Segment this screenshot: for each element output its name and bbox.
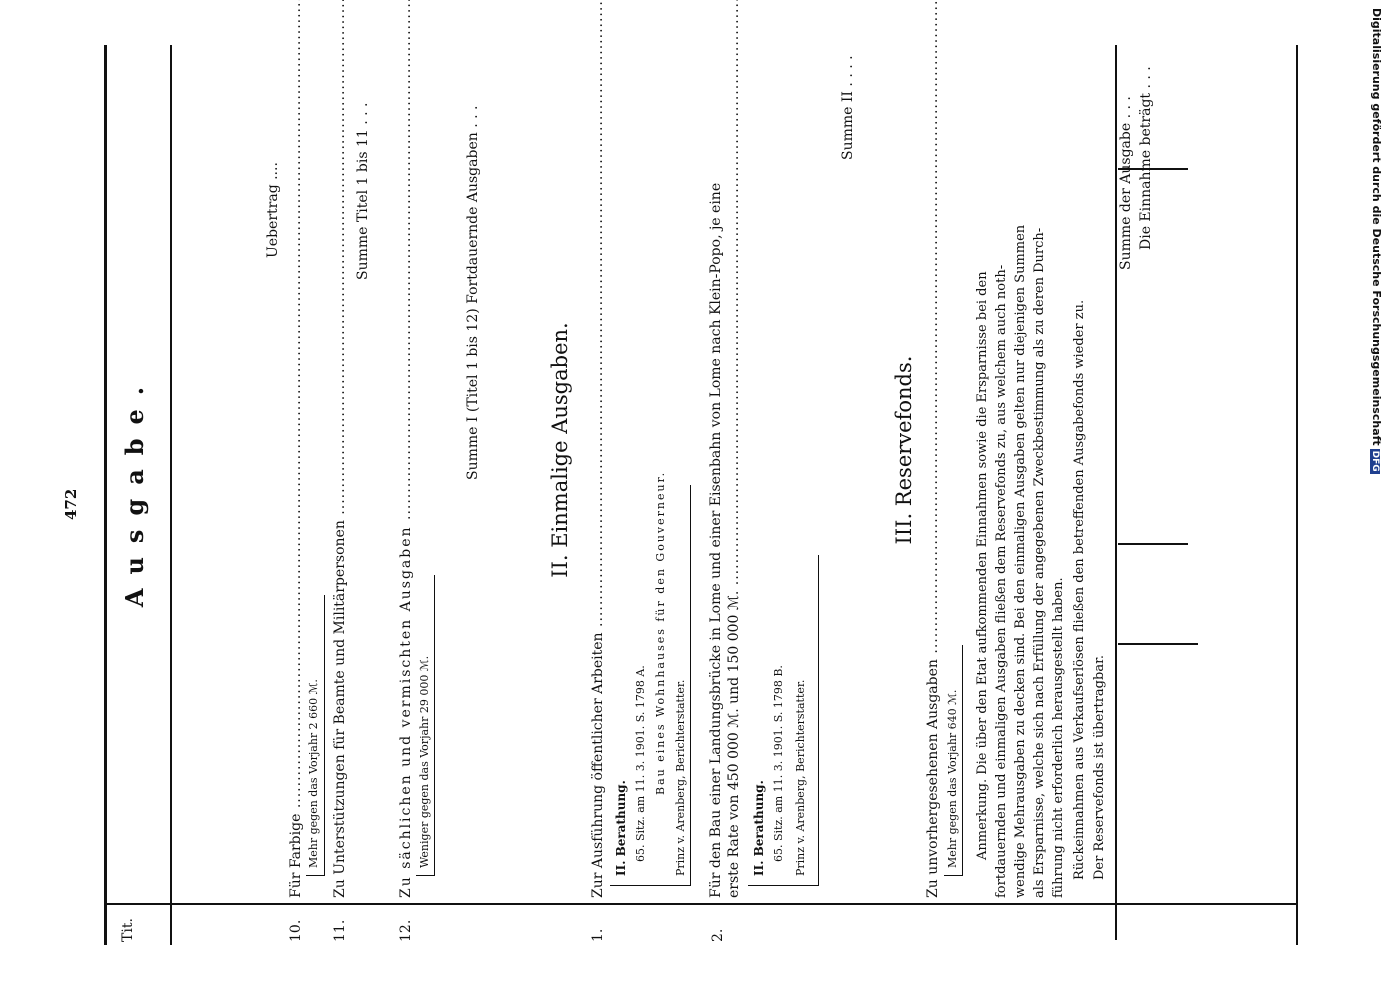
anmerkung-line-5: führung nicht erforderlich herausgestellt haben.: [1051, 577, 1066, 898]
section-iii-title: III. Reservefonds.: [892, 355, 916, 545]
section-ii-title: II. Einmalige Ausgaben.: [548, 322, 572, 578]
item-ii-1-beratung: II. Berathung.: [614, 780, 628, 876]
item-ii-2-reporter: Prinz v. Arenberg, Berichterstatter.: [794, 679, 807, 876]
dfg-credit-text: Digitalisierung gefördert durch die Deutsche Forschungsgemeinschaft: [1370, 8, 1383, 446]
page-number: 472: [62, 488, 80, 520]
uebertrag-label: Uebertrag ....: [265, 162, 281, 258]
dfg-logo-icon: DFG: [1370, 450, 1380, 472]
sum-rule-1: [1118, 644, 1198, 646]
anmerkung-line-3: wendige Mehrausgaben zu decken sind. Bei den einmaligen Ausgaben gelten nur diejenigen Summen: [1013, 224, 1028, 898]
item-12-text: Zu sächlichen und vermischten Ausgaben .....: [398, 0, 414, 898]
section-heading: Ausgabe.: [120, 372, 149, 608]
einnahme-label: Die Einnahme beträgt . . .: [1138, 66, 1154, 250]
anmerkung-line-1: Anmerkung. Die über den Etat aufkommenden Einnahmen sowie die Ersparnisse bei den: [975, 271, 990, 860]
dfg-credit-sidebar: [1370, 8, 1383, 472]
item-ii-2-line2: erste Rate von 450 000 ℳ. und 150 000 ℳ. .....: [726, 0, 742, 898]
anmerkung-line-7: Der Reservefonds ist übertragbar.: [1092, 655, 1107, 880]
outer-bottom-rule: [1296, 45, 1298, 945]
anmerkung-line-6: Rückeinnahmen aus Verkaufserlösen fließen den betreffenden Ausgabefonds wieder zu.: [1072, 299, 1087, 880]
item-10-note: Mehr gegen das Vorjahr 2 660 ℳ.: [307, 679, 320, 868]
item-11-number: 11.: [332, 919, 348, 942]
tit-header: Tit.: [120, 918, 136, 942]
amount-column-rule: [1115, 45, 1117, 940]
item-11-text: Zu Unterstützungen für Beamte und Militärpersonen .....: [332, 0, 348, 898]
item-ii-2-line1: Für den Bau einer Landungsbrücke in Lome und einer Eisenbahn von Lome nach Klein-Popo, je eine: [708, 182, 724, 898]
item-ii-2-number: 2.: [710, 928, 726, 942]
item-ii-1-number: 1.: [590, 928, 606, 942]
item-ii-2-sitzung: 65. Sitz. am 11. 3. 1901. S. 1798 B.: [772, 665, 785, 862]
item-ii-1-reporter: Prinz v. Arenberg, Berichterstatter.: [674, 679, 687, 876]
item-ii-1-text: Zur Ausführung öffentlicher Arbeiten .....: [590, 0, 606, 898]
anmerkung-line-4: als Ersparnisse, welche sich nach Erfüllung der angegebenen Zweckbestimmung als zu deren Durch-: [1032, 227, 1047, 898]
item-ii-2-beratung: II. Berathung.: [752, 780, 766, 876]
outer-top-rule: [104, 45, 107, 945]
summe-ausgabe-label: Summe der Ausgabe . . .: [1118, 96, 1134, 270]
item-12-note: Weniger gegen das Vorjahr 29 000 ℳ.: [418, 655, 431, 868]
summe-titel-label: Summe Titel 1 bis 11 . . .: [355, 102, 371, 280]
anmerkung-line-2: fortdauernden und einmaligen Ausgaben fließen dem Reservefonds zu, aus welchem auch noth-: [994, 264, 1009, 898]
item-iii-text: Zu unvorhergesehenen Ausgaben .....: [925, 0, 941, 898]
summe-i-label: Summe I (Titel 1 bis 12) Fortdauernde Ausgaben . . .: [465, 105, 481, 480]
summe-ii-label: Summe II . . . .: [840, 55, 856, 160]
tit-column-rule: [107, 904, 1297, 906]
item-ii-1-desc: Bau eines Wohnhauses für den Gouverneur.: [654, 470, 667, 795]
item-ii-1-sitzung: 65. Sitz. am 11. 3. 1901. S. 1798 A.: [634, 665, 647, 862]
sum-rule-2: [1118, 544, 1188, 546]
item-iii-note: Mehr gegen das Vorjahr 640 ℳ.: [946, 689, 959, 868]
item-10-number: 10.: [288, 919, 304, 942]
item-10-text: Für Farbige .....: [288, 0, 304, 898]
item-12-number: 12.: [398, 919, 414, 942]
header-column-rule: [170, 45, 172, 945]
